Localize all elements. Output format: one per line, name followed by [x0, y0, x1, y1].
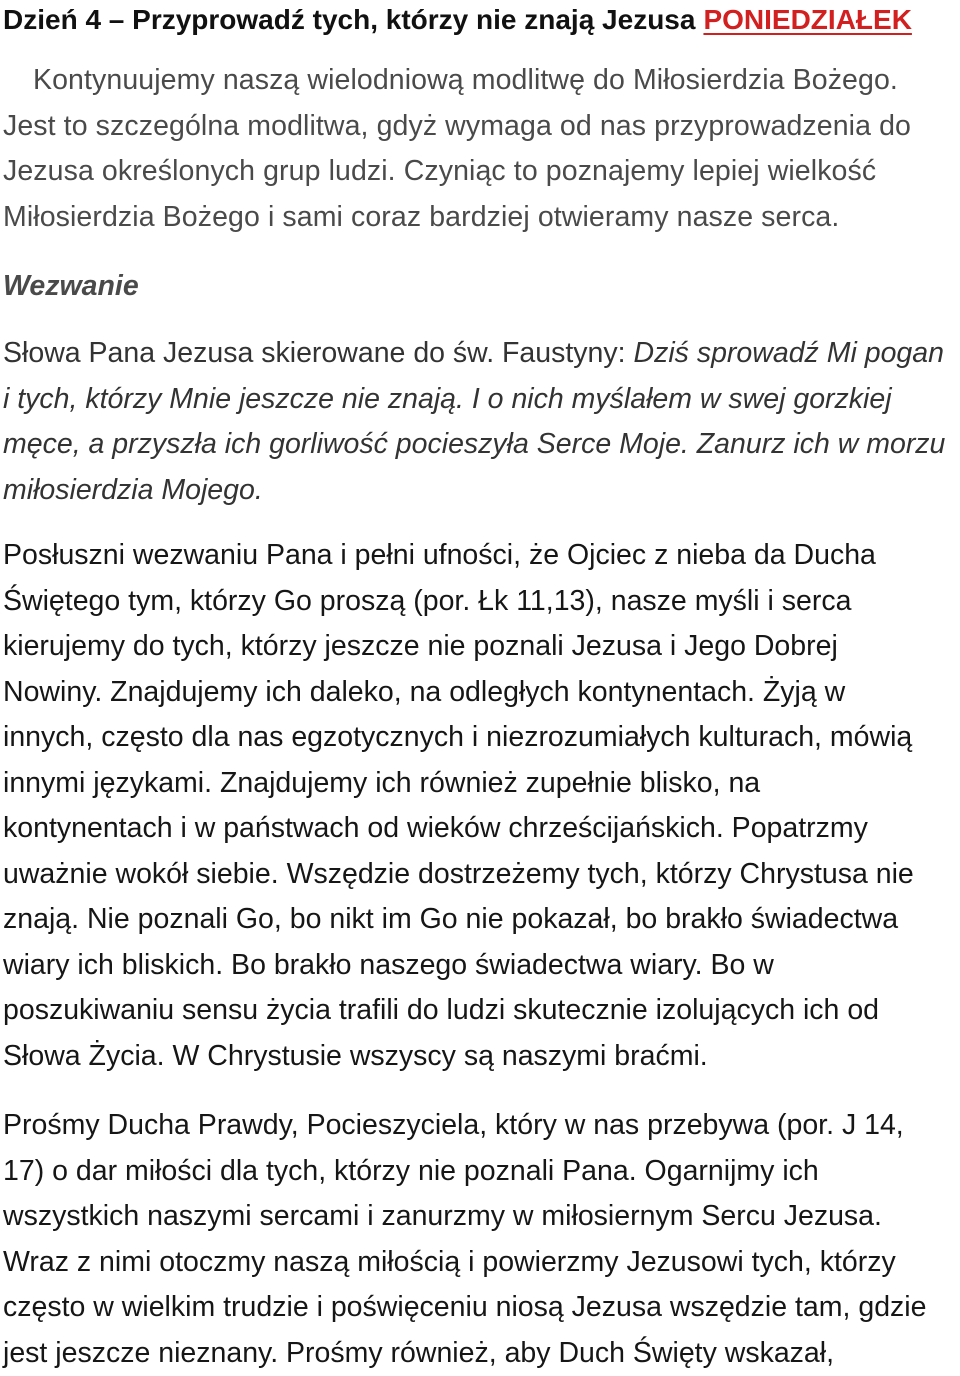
- day-label: PONIEDZIAŁEK: [703, 4, 911, 35]
- text-line: [3, 331, 958, 377]
- text-line: 17) o dar miłości dla tych, którzy nie poznali Pana. Ogarnijmy ich: [3, 1149, 958, 1195]
- quote-line: i tych, którzy Mnie jeszcze nie znają. I o nich myślałem w swej gorzkiej: [3, 377, 958, 423]
- text-line: Wraz z nimi otoczmy naszą miłością i powierzmy Jezusowi tych, którzy: [3, 1240, 958, 1286]
- text-line: poszukiwaniu sensu życia trafili do ludzi skutecznie izolujących ich od: [3, 988, 958, 1034]
- text-line: Posłuszni wezwaniu Pana i pełni ufności, że Ojciec z nieba da Ducha: [3, 533, 958, 579]
- text-line: kierujemy do tych, którzy jeszcze nie poznali Jezusa i Jego Dobrej: [3, 624, 958, 670]
- quote-segment: Dziś sprowadź Mi pogan: [634, 337, 944, 369]
- text-line: Jezusa określonych grup ludzi. Czyniąc to poznajemy lepiej wielkość: [3, 149, 958, 195]
- text-line: innych, często dla nas egzotycznych i niezrozumiałych kulturach, mówią: [3, 715, 958, 761]
- text-line: kontynentach i w państwach od wieków chrześcijańskich. Popatrzmy: [3, 806, 958, 852]
- text-line: często w wielkim trudzie i poświęceniu niosą Jezusa wszędzie tam, gdzie: [3, 1285, 958, 1331]
- title-text: Dzień 4 – Przyprowadź tych, którzy nie znają Jezusa: [3, 4, 695, 35]
- text-line: Słowa Życia. W Chrystusie wszyscy są naszymi braćmi.: [3, 1034, 958, 1080]
- text-line: Świętego tym, którzy Go proszą (por. Łk 11,13), nasze myśli i serca: [3, 579, 958, 625]
- text-line: znają. Nie poznali Go, bo nikt im Go nie pokazał, bo brakło świadectwa: [3, 897, 958, 943]
- quote-line: męce, a przyszła ich gorliwość pocieszyła Serce Moje. Zanurz ich w morzu: [3, 422, 958, 468]
- text-line: Nowiny. Znajdujemy ich daleko, na odległych kontynentach. Żyją w: [3, 670, 958, 716]
- call-paragraph: [3, 331, 958, 513]
- text-segment: Słowa Pana Jezusa skierowane do św. Faustyny:: [3, 337, 634, 369]
- text-line: Miłosierdzia Bożego i sami coraz bardziej otwieramy nasze serca.: [3, 195, 958, 241]
- text-line: wszystkich naszymi sercami i zanurzmy w miłosiernym Sercu Jezusa.: [3, 1194, 958, 1240]
- text-line: innymi językami. Znajdujemy ich również zupełnie blisko, na: [3, 761, 958, 807]
- body-paragraph-2: [3, 1103, 958, 1376]
- text-line: Prośmy Ducha Prawdy, Pocieszyciela, który w nas przebywa (por. J 14,: [3, 1103, 958, 1149]
- body-paragraph-1: [3, 533, 958, 1079]
- page-title: [3, 2, 912, 38]
- text-line: Kontynuujemy naszą wielodniową modlitwę do Miłosierdzia Bożego.: [3, 58, 958, 104]
- quote-line: miłosierdzia Mojego.: [3, 468, 958, 514]
- text-line: uważnie wokół siebie. Wszędzie dostrzeżemy tych, którzy Chrystusa nie: [3, 852, 958, 898]
- text-line: wiary ich bliskich. Bo brakło naszego świadectwa wiary. Bo w: [3, 943, 958, 989]
- text-line: Jest to szczególna modlitwa, gdyż wymaga od nas przyprowadzenia do: [3, 104, 958, 150]
- intro-paragraph: [3, 58, 958, 240]
- section-heading: Wezwanie: [3, 264, 139, 309]
- text-line: jest jeszcze nieznany. Prośmy również, aby Duch Święty wskazał,: [3, 1331, 958, 1376]
